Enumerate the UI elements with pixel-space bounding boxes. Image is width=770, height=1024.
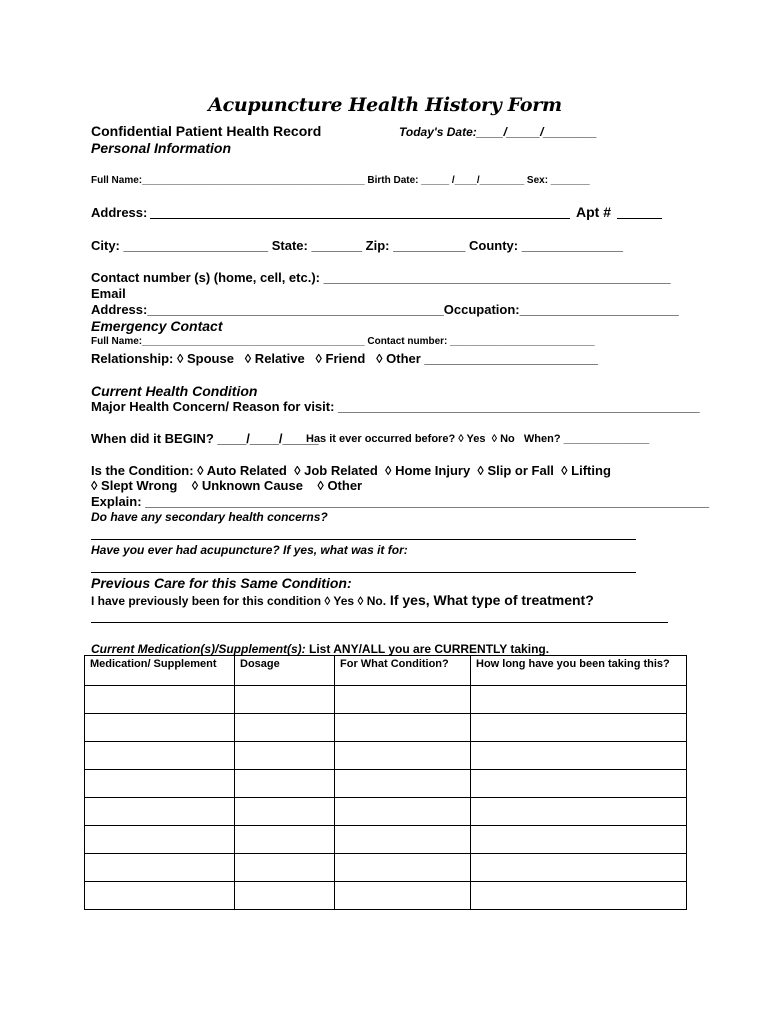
table-row (85, 798, 687, 826)
email-label: Email (91, 286, 126, 301)
table-cell[interactable] (471, 826, 687, 854)
acupuncture-question: Have you ever had acupuncture? If yes, what was it for: (91, 543, 408, 557)
emergency-name-row[interactable]: Full Name:________________________________________ Contact number: __________________________ (91, 336, 595, 347)
table-cell[interactable] (471, 798, 687, 826)
table-cell[interactable] (471, 882, 687, 910)
table-cell[interactable] (235, 742, 335, 770)
table-cell[interactable] (335, 798, 471, 826)
table-cell[interactable] (85, 686, 235, 714)
table-cell[interactable] (335, 882, 471, 910)
table-cell[interactable] (235, 854, 335, 882)
table-cell[interactable] (335, 854, 471, 882)
table-cell[interactable] (85, 854, 235, 882)
table-row (85, 714, 687, 742)
email-occupation-row[interactable]: Address:_________________________________________Occupation:______________________ (91, 302, 679, 317)
table-cell[interactable] (85, 798, 235, 826)
table-cell[interactable] (85, 882, 235, 910)
table-cell[interactable] (85, 714, 235, 742)
table-cell[interactable] (85, 826, 235, 854)
section-previous-care: Previous Care for this Same Condition: (91, 575, 352, 591)
table-cell[interactable] (471, 714, 687, 742)
condition-options-row-2[interactable]: ◊ Slept Wrong ◊ Unknown Cause ◊ Other (91, 478, 363, 493)
table-row (85, 882, 687, 910)
form-title: Acupuncture Health History Form (208, 94, 562, 116)
table-cell[interactable] (471, 770, 687, 798)
table-cell[interactable] (335, 770, 471, 798)
table-cell[interactable] (235, 798, 335, 826)
section-current-health: Current Health Condition (91, 383, 258, 399)
full-name-row[interactable]: Full Name:________________________________________ Birth Date: _____ /____/________ Sex: _______ (91, 175, 590, 186)
section-personal-information: Personal Information (91, 140, 232, 156)
previous-care-type: If yes, What type of treatment? (386, 592, 594, 608)
table-row (85, 742, 687, 770)
table-cell[interactable] (335, 686, 471, 714)
table-row (85, 854, 687, 882)
address-label: Address: (91, 205, 151, 220)
occurred-before-row[interactable]: Has it ever occurred before? ◊ Yes ◊ No When? ______________ (306, 433, 650, 445)
table-cell[interactable] (335, 826, 471, 854)
table-row (85, 686, 687, 714)
table-row (85, 826, 687, 854)
table-cell[interactable] (235, 882, 335, 910)
medications-table (84, 655, 687, 910)
relationship-row[interactable]: Relationship: ◊ Spouse ◊ Relative ◊ Friend ◊ Other ________________________ (91, 351, 598, 366)
table-row (85, 770, 687, 798)
secondary-concerns-line[interactable] (91, 539, 636, 540)
table-cell[interactable] (335, 742, 471, 770)
medications-instruction: List ANY/ALL you are CURRENTLY taking. (305, 642, 550, 656)
table-cell[interactable] (85, 770, 235, 798)
table-cell[interactable] (471, 686, 687, 714)
table-cell[interactable] (471, 742, 687, 770)
when-begin-field[interactable]: When did it BEGIN? ____/____/_____ (91, 431, 319, 446)
city-state-zip-row[interactable]: City: ____________________ State: _______ Zip: __________ County: ______________ (91, 238, 623, 253)
explain-row[interactable]: Explain: ______________________________________________________________________________ (91, 494, 710, 509)
table-header-row (85, 656, 687, 686)
header-dosage: Dosage (235, 656, 335, 686)
header-condition: For What Condition? (335, 656, 471, 686)
acupuncture-line[interactable] (91, 572, 636, 573)
medications-title: Current Medication(s)/Supplement(s): (91, 642, 306, 656)
previous-care-line[interactable] (91, 622, 668, 623)
condition-options-row-1[interactable]: Is the Condition: ◊ Auto Related ◊ Job Related ◊ Home Injury ◊ Slip or Fall ◊ Lifting (91, 463, 611, 478)
table-cell[interactable] (235, 686, 335, 714)
table-cell[interactable] (471, 854, 687, 882)
contact-number-row[interactable]: Contact number (s) (home, cell, etc.): ________________________________________________ (91, 270, 671, 285)
secondary-concerns-question: Do have any secondary health concerns? (91, 510, 328, 524)
table-cell[interactable] (235, 826, 335, 854)
previous-care-row[interactable] (91, 593, 594, 609)
table-cell[interactable] (235, 714, 335, 742)
table-cell[interactable] (335, 714, 471, 742)
apt-label: Apt # (576, 204, 611, 220)
section-emergency-contact: Emergency Contact (91, 318, 223, 334)
apt-line[interactable] (617, 218, 662, 219)
form-subtitle: Confidential Patient Health Record (91, 123, 322, 139)
table-cell[interactable] (85, 742, 235, 770)
header-duration: How long have you been taking this? (471, 656, 687, 686)
todays-date-field[interactable]: Today's Date:____/_____/________ (399, 125, 597, 139)
major-concern-row[interactable]: Major Health Concern/ Reason for visit: __________________________________________________ (91, 399, 700, 414)
table-cell[interactable] (235, 770, 335, 798)
previous-care-text: I have previously been for this condition ◊ Yes ◊ No. (91, 594, 387, 608)
address-line[interactable] (150, 218, 570, 219)
header-medication: Medication/ Supplement (85, 656, 235, 686)
